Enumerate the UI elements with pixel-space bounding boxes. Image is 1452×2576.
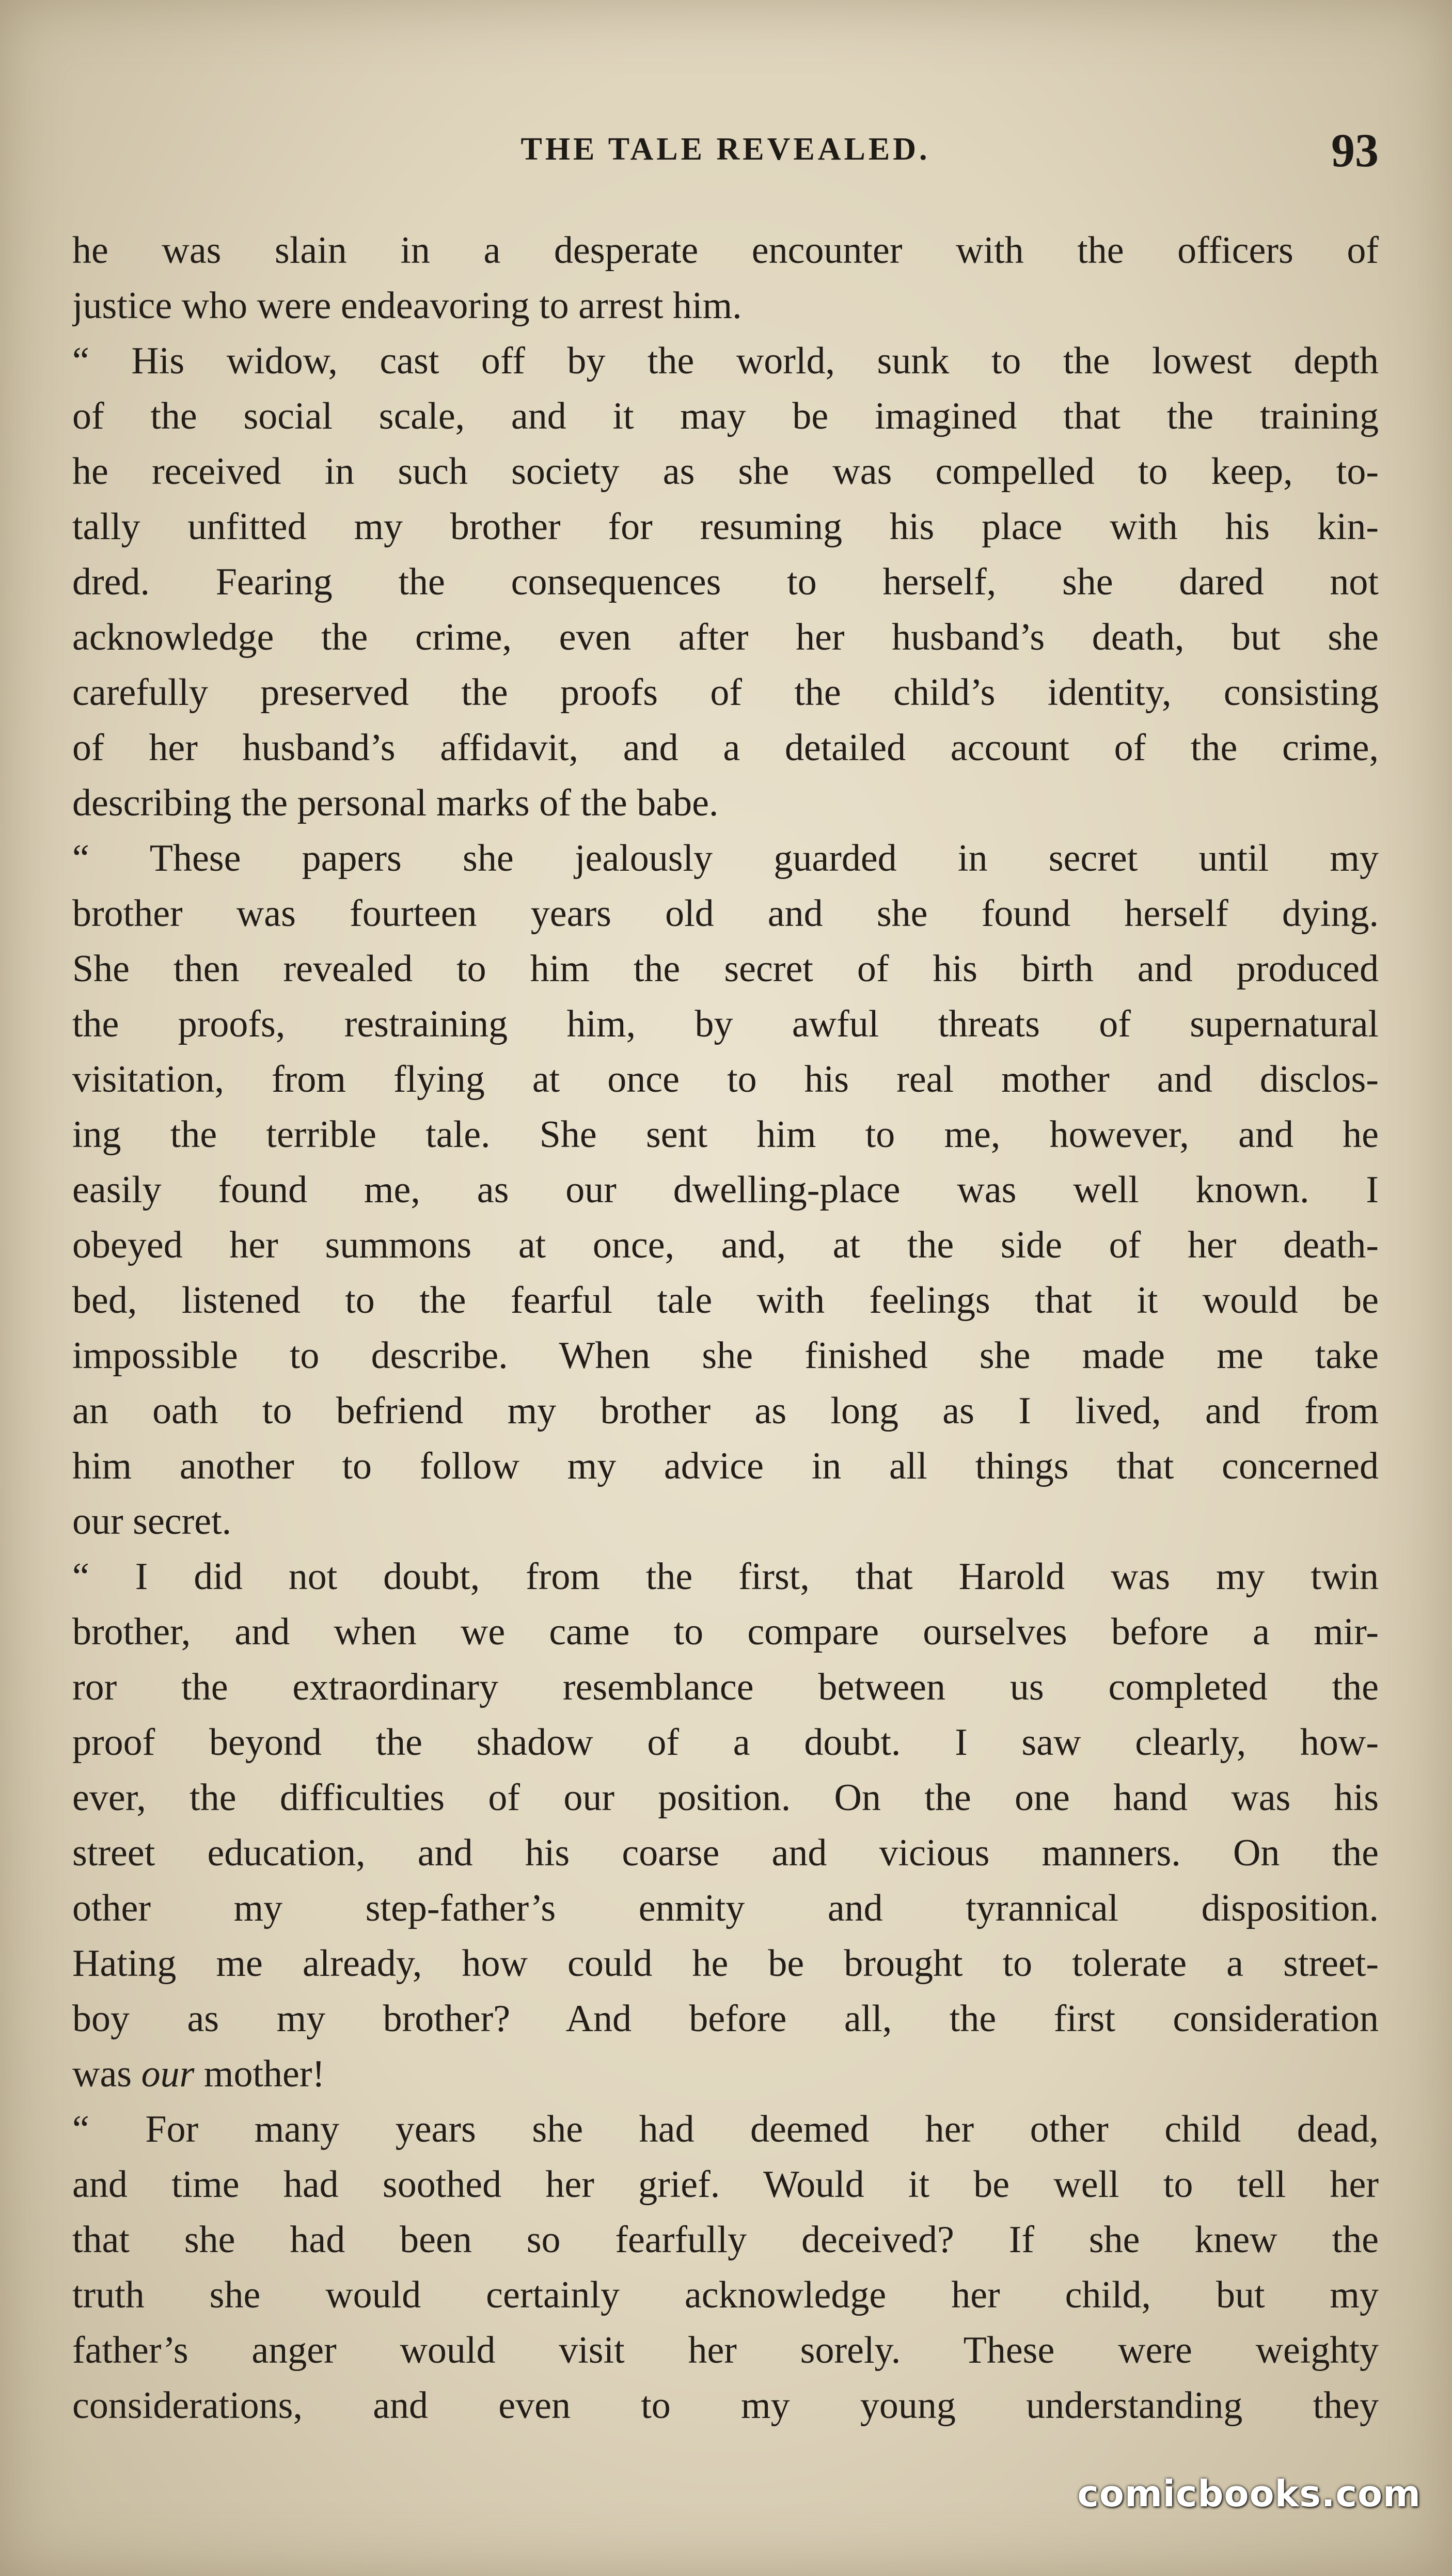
text-line: “ These papers she jealously guarded in secret until my: [72, 837, 1379, 879]
text-line: “ His widow, cast off by the world, sunk to the lowest depth: [72, 340, 1379, 382]
text-line: our secret.: [72, 1500, 232, 1543]
text-line: brother, and when we came to compare ourselves before a mir-: [72, 1611, 1379, 1653]
text-line: “ For many years she had deemed her other child dead,: [72, 2108, 1379, 2150]
text-line: Hating me already, how could he be brought to tolerate a street-: [72, 1942, 1379, 1985]
text-line: truth she would certainly acknowledge her child, but my: [72, 2274, 1379, 2316]
text-line: easily found me, as our dwelling-place was well known. I: [72, 1169, 1379, 1211]
text-line: brother was fourteen years old and she found herself dying.: [72, 892, 1379, 935]
text-line: She then revealed to him the secret of his birth and produced: [72, 948, 1379, 990]
watermark: comicbooks.com: [1077, 2473, 1421, 2515]
page-number: 93: [1331, 124, 1379, 177]
text-line: “ I did not doubt, from the first, that Harold was my twin: [72, 1556, 1379, 1598]
text-line: bed, listened to the fearful tale with feelings that it would be: [72, 1279, 1379, 1322]
running-title: THE TALE REVEALED.: [520, 132, 930, 167]
text-line: tally unfitted my brother for resuming his place with his kin-: [72, 506, 1379, 548]
text-line: ror the extraordinary resemblance between us completed the: [72, 1666, 1379, 1708]
text-line: dred. Fearing the consequences to herself, she dared not: [72, 561, 1379, 603]
text-line: he was slain in a desperate encounter with the officers of: [72, 229, 1379, 272]
text-line: he received in such society as she was compelled to keep, to-: [72, 450, 1379, 493]
text-line: boy as my brother? And before all, the first consideration: [72, 1998, 1379, 2040]
text-line: ever, the difficulties of our position. On the one hand was his: [72, 1777, 1379, 1819]
text-line: considerations, and even to my young understanding they: [72, 2384, 1379, 2427]
text-line: acknowledge the crime, even after her husband’s death, but she: [72, 616, 1379, 658]
body-text: [72, 223, 1379, 2433]
text-line: obeyed her summons at once, and, at the side of her death-: [72, 1224, 1379, 1266]
text-line: describing the personal marks of the babe.: [72, 782, 719, 824]
text-line: visitation, from flying at once to his real mother and disclos-: [72, 1058, 1379, 1101]
text-line: of the social scale, and it may be imagined that the training: [72, 395, 1379, 437]
text-line: that she had been so fearfully deceived? If she knew the: [72, 2219, 1379, 2261]
text-line: the proofs, restraining him, by awful threats of supernatural: [72, 1003, 1379, 1045]
text-line: other my step-father’s enmity and tyrannical disposition.: [72, 1887, 1379, 1929]
page-header: [72, 123, 1379, 180]
text-line: and time had soothed her grief. Would it be well to tell her: [72, 2163, 1379, 2206]
text-line: street education, and his coarse and vicious manners. On the: [72, 1832, 1379, 1874]
text-line: proof beyond the shadow of a doubt. I saw clearly, how-: [72, 1721, 1379, 1764]
text-line: an oath to befriend my brother as long as I lived, and from: [72, 1390, 1379, 1432]
text-line: impossible to describe. When she finished she made me take: [72, 1334, 1379, 1377]
text-line: of her husband’s affidavit, and a detailed account of the crime,: [72, 727, 1379, 769]
text-line: ing the terrible tale. She sent him to me, however, and he: [72, 1113, 1379, 1156]
text-line: father’s anger would visit her sorely. These were weighty: [72, 2329, 1379, 2371]
text-line: was our mother!: [72, 2053, 325, 2095]
text-line: him another to follow my advice in all things that concerned: [72, 1445, 1379, 1487]
text-line: justice who were endeavoring to arrest him.: [72, 285, 742, 327]
text-line: carefully preserved the proofs of the child’s identity, consisting: [72, 671, 1379, 714]
